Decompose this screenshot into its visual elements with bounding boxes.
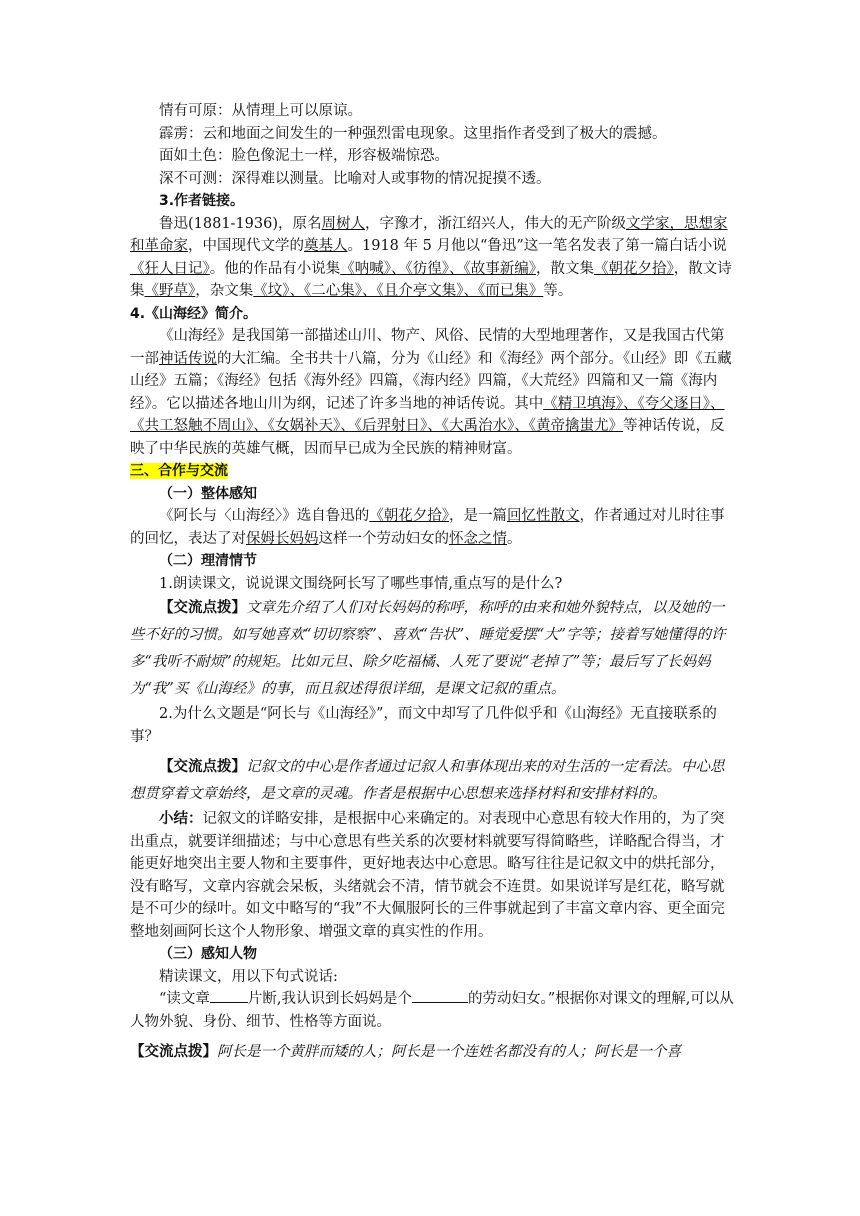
vocab-line: 面如土色：脸色像泥土一样，形容极端惊恐。: [159, 148, 449, 164]
answer-tag: 【交流点拨】: [159, 759, 246, 775]
subheading-plot: （二）理清情节: [159, 553, 257, 569]
question-2: 2.为什么文题是“阿长与《山海经》”，而文中却写了几件似乎和《山海经》无直接联系的事？: [130, 706, 717, 745]
pattern-paragraph: “读文章 片断,我认识到长妈妈是个 的劳动妇女。”根据你对课文的理解,可以从人物外貌、身份、细节、性格等方面说。: [130, 988, 735, 1033]
summary-paragraph: 小结：记叙文的详略安排，是根据中心来确定的。对表现中心意思有较大作用的，为了突出重点，就要详细描述；与中心意思有些关系的次要材料就要写得简略些，详略配合得当，才能更好地突出主要人物和主要事件，更好地表达中心意思。略写往往是记叙文中的烘托部分，没有略写，文章内容就会呆板，头绪就会不清，情节就会不连贯。如果说详写是红花，略写就是不可少的绿叶。如文中略写的“我”不大佩服阿长的三件事就起到了丰富文章内容、更全面完整地刻画阿长这个人物形象、增强文章的真实性的作用。: [130, 811, 725, 940]
answer-tag: 【交流点拨】: [130, 1044, 217, 1060]
subheading-overview: （一）整体感知: [159, 485, 257, 502]
vocab-line: 霹雳：云和地面之间发生的一种强烈雷电现象。这里指作者受到了极大的震撼。: [159, 125, 667, 142]
task-line: 精读课文，用以下句式说话:: [159, 968, 338, 985]
fill-blank-2[interactable]: [412, 988, 468, 1003]
vocab-line: 深不可测：深得难以测量。比喻对人或事物的情况捉摸不透。: [159, 170, 551, 187]
question-1: 1.朗读课文，说说课文围绕阿长写了哪些事情,重点写的是什么?: [159, 575, 563, 592]
shanhai-heading: 4.《山海经》简介。: [130, 305, 258, 322]
document-page: [130, 100, 735, 1066]
section-heading: 三、合作与交流: [130, 463, 228, 479]
answer-1: 【交流点拨】文章先介绍了人们对长妈妈的称呼，称呼的由来和她外貌特点，以及她的一些不好的习惯。如写她喜欢“切切察察”、喜欢“告状”、睡觉爱摆“大”字等；接着写她懂得的许多“我听不耐烦”的规矩。比如元旦、除夕吃福橘、人死了要说“老掉了”等；最后写了长妈妈为“我”买《山海经》的事，而且叙述得很详细，是课文记叙的重点。: [130, 600, 726, 697]
vocab-line: 情有可原：从情理上可以原谅。: [159, 103, 362, 119]
answer-2: 【交流点拨】记叙文的中心是作者通过记叙人和事体现出来的对生活的一定看法。中心思想贯穿着文章始终，是文章的灵魂。作者是根据中心思想来选择材料和安排材料的。: [130, 759, 725, 802]
author-heading: 3.作者链接。: [159, 193, 245, 209]
overview-paragraph: 《阿长与〈山海经〉》选自鲁迅的《朝花夕拾》，是一篇回忆性散文，作者通过对儿时往事的回忆，表达了对保姆长妈妈这样一个劳动妇女的怀念之情。: [130, 508, 725, 547]
summary-tag: 小结：: [159, 811, 203, 827]
fill-blank-1[interactable]: [210, 988, 248, 1003]
shanhai-paragraph: 《山海经》是我国第一部描述山川、物产、风俗、民情的大型地理著作，又是我国古代第一部神话传说的大汇编。全书共十八篇，分为《山经》和《海经》两个部分。《山经》即《五藏山经》五篇；《海经》包括《海外经》四篇，《海内经》四篇，《大荒经》四篇和又一篇《海内经》。它以描述各地山川为纲，记述了许多当地的神话传说。其中《精卫填海》、《夸父逐日》、《共工怒触不周山》、《女娲补天》、《后羿射日》、《大禹治水》、《黄帝擒蚩尤》等神话传说，反映了中华民族的英雄气概，因而早已成为全民族的精神财富。: [130, 328, 732, 457]
answer-3: 【交流点拨】阿长是一个黄胖而矮的人；阿长是一个连姓名都没有的人；阿长是一个喜: [130, 1044, 681, 1060]
author-paragraph: 鲁迅(1881-1936)，原名周树人，字豫才，浙江绍兴人，伟大的无产阶级文学家，思想家和革命家，中国现代文学的奠基人。1918 年 5 月他以“鲁迅”这一笔名发表了第一篇白话小说《狂人日记》。他的作品有小说集《呐喊》、《彷徨》、《故事新编》，散文集《朝花夕拾》，散文诗集《野草》，杂文集《坟》、《二心集》、《且介亭文集》、《而已集》等。: [130, 215, 732, 299]
subheading-character: （三）感知人物: [159, 946, 257, 962]
answer-tag: 【交流点拨】: [159, 600, 246, 616]
section-heading-row: [130, 460, 735, 483]
